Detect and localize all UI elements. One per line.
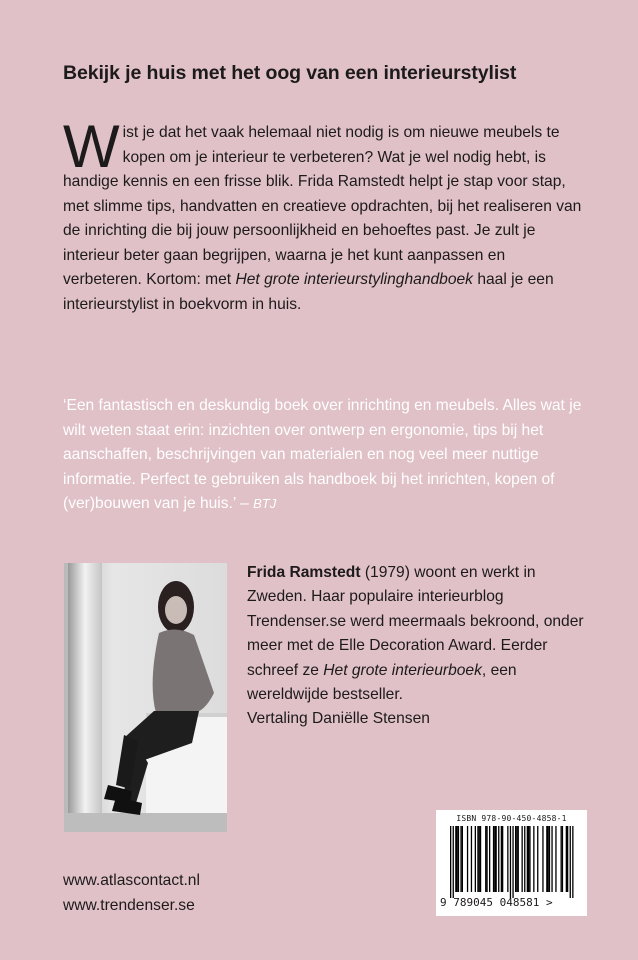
link-atlascontact[interactable]: www.atlascontact.nl [63,872,200,889]
barcode-bar [485,826,486,892]
intro-text-a: ist je dat het vaak helemaal niet nodig is om nieuwe meubels te kopen om je interieur te verbeteren? Wat je wel nodig hebt, is handige kennis en een frisse blik. Frida Ramstedt helpt je stap voor stap, met slimme tips, handvatten en creatieve opdrachten, bij het realiseren van de inrichting die bij jouw persoonlijkheid en behoeftes past. Je zult je interieur beter gaan begrijpen, waarna je het kunt aanpassen en verbeteren. Kortom: met [63,124,582,288]
barcode-digits: 9 789045 048581 > [440,896,553,909]
barcode-bar [542,826,543,892]
barcode-bar [501,826,502,892]
author-bio [247,561,592,732]
barcode-bar [458,826,459,892]
barcode-bar [479,826,480,892]
barcode-bar [502,826,503,892]
barcode-bar [510,826,511,898]
publisher-links [63,868,200,918]
barcode-bar [551,826,552,892]
barcode-bar [515,826,516,892]
isbn-barcode [436,810,587,916]
quote-source: BTJ [253,496,277,511]
barcode-bar [570,826,571,898]
intro-text-b: haal je een interieurstylist in boekvorm in huis. [63,271,554,313]
barcode-bar [471,826,472,892]
barcode-bar [512,826,513,898]
barcode-bar [528,826,529,892]
bio-book-title: Het grote interieurboek [323,661,482,679]
barcode-bar [561,826,562,892]
author-name: Frida Ramstedt [247,564,361,581]
barcode-bar [496,826,497,892]
barcode-bar [566,826,567,892]
barcode-bar [462,826,463,892]
barcode-bar [548,826,549,892]
barcode-bar [457,826,458,892]
barcode-bar [453,826,454,898]
barcode-bar [522,826,523,892]
translator-credit: Vertaling Daniëlle Stensen [247,710,430,728]
barcode-bar [460,826,461,892]
bio-text-b: , een wereldwijde bestseller. [247,661,517,704]
author-photo [64,563,227,832]
bio-text-a: (1979) woont en werkt in Zweden. Haar populaire interieurblog Trendenser.se werd meermaals bekroond, onder meer met de Elle Decoration Award. Eerder schreef ze [247,564,584,679]
quote-text: ‘Een fantastisch en deskundig boek over inrichting en meubels. Alles wat je wilt weten staat erin: inzichten over ontwerp en ergonomie, tips bij het aanschaffen, beschrijvingen van materialen en nog veel meer nuttige informatie. Perfect te gebruiken als handboek bij het inrichten, kopen of (ver)bouwen van je huis.’ – [63,397,582,512]
barcode-bar [489,826,490,892]
isbn-label: ISBN 978-90-450-4858-1 [456,814,567,823]
author-photo-image [64,563,227,832]
drop-cap: W [63,113,120,180]
barcode-bar [498,826,499,892]
review-quote [63,394,583,517]
link-trendenser[interactable]: www.trendenser.se [63,897,195,914]
barcode-bar [549,826,550,892]
barcode-bar [518,826,519,892]
barcode-bar [475,826,476,892]
barcode-bar [529,826,530,892]
barcode-bar [555,826,556,892]
barcode-bar [546,826,547,892]
intro-book-title: Het grote interieurstylinghandboek [235,271,473,288]
barcode-bar [572,826,573,898]
barcode-bar [524,826,525,892]
back-cover-headline: Bekijk je huis met het oog van een interieurstylist [63,62,517,84]
barcode-bar [507,826,508,892]
intro-paragraph [63,113,583,317]
barcode-bar [533,826,534,892]
barcode-bar [494,826,495,892]
barcode-bar [467,826,468,892]
barcode-bar [516,826,517,892]
barcode-bar [450,826,451,898]
barcode-bar [567,826,568,892]
barcode-bar [562,826,563,892]
barcode-bar [486,826,487,892]
barcode-bar [527,826,528,892]
barcode-bar [493,826,494,892]
barcode-bar [477,826,478,892]
barcode-bar [455,826,456,892]
barcode-bar [537,826,538,892]
barcode-bar [480,826,481,892]
